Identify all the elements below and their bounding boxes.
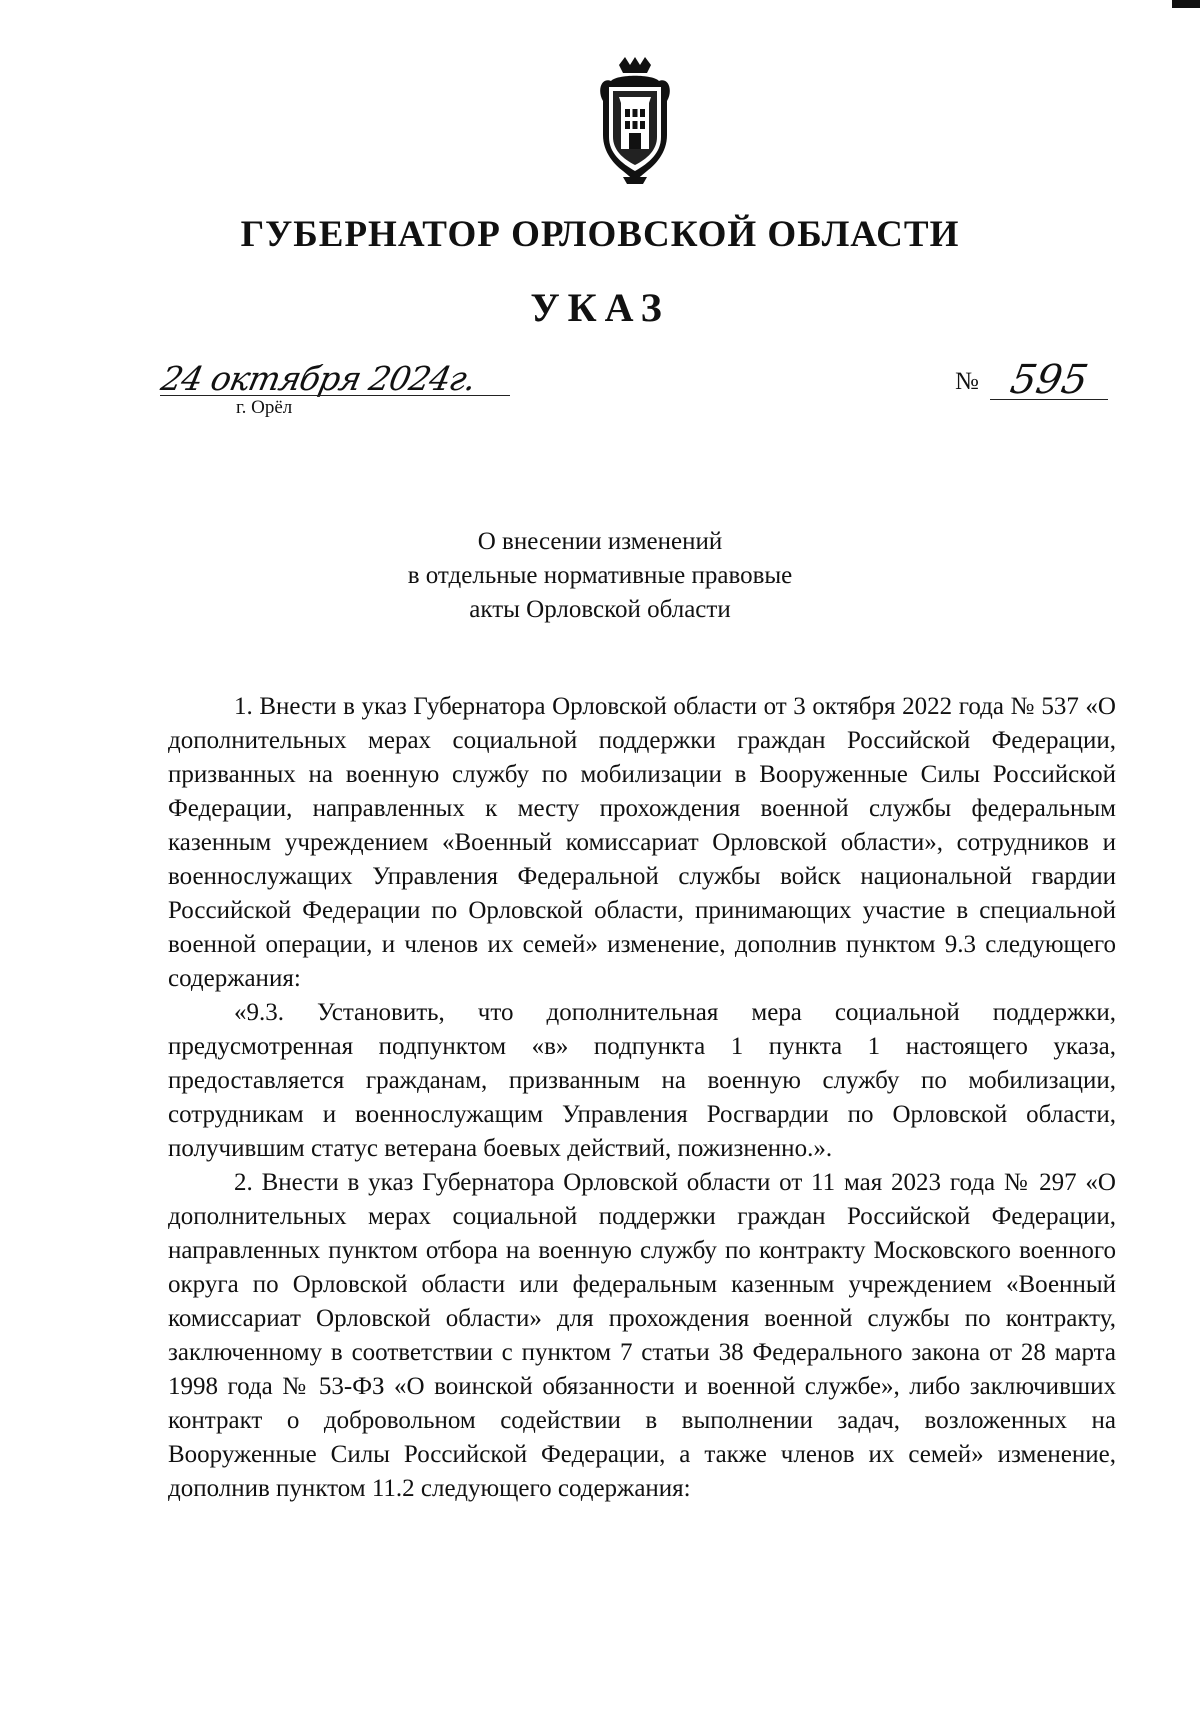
handwritten-date: 24 октября 2024г. — [157, 359, 480, 398]
city-label: г. Орёл — [236, 397, 293, 418]
issuer-title: ГУБЕРНАТОР ОРЛОВСКОЙ ОБЛАСТИ — [240, 214, 960, 255]
document-type-heading: УКАЗ — [530, 285, 670, 330]
coat-of-arms-emblem — [589, 57, 681, 185]
body-paragraph: 2. Внести в указ Губернатора Орловской области от 11 мая 2023 года № 297 «О дополнительных мерах социальной поддержки граждан Российской Федерации, направленных пунктом отбора на военную службу по контракту Московского военного округа по Орловской области или федеральным казенным учреждением «Военный комиссариат Орловской области» для прохождения военной службы по контракту, заключенному в соответствии с пунктом 7 статьи 38 Федерального закона от 28 марта 1998 года № 53-ФЗ «О воинской обязанности и военной службе», либо заключивших контракт о добровольном содействии в выполнении задач, возложенных на Вооруженные Силы Российской Федерации, а также членов их семей» изменение, дополнив пунктом 11.2 следующего содержания: — [168, 1169, 1116, 1502]
number-sign: № — [955, 368, 979, 395]
subject-line: О внесении изменений — [477, 528, 723, 555]
date-underline — [160, 395, 510, 396]
scan-edge-mark — [1172, 0, 1200, 8]
date-field — [157, 357, 510, 418]
number-field — [955, 357, 1110, 411]
document-subject — [0, 525, 1200, 627]
handwritten-number: 595 — [1006, 357, 1092, 403]
body-paragraph: 1. Внести в указ Губернатора Орловской области от 3 октября 2022 года № 537 «О дополнительных мерах социальной поддержки граждан Российской Федерации, призванных на военную службу по мобилизации в Вооруженные Силы Российской Федерации, направленных к месту прохождения военной службы федеральным казенным учреждением «Военный комиссариат Орловской области», сотрудников и военнослужащих Управления Федеральной службы войск национальной гвардии Российской Федерации по Орловской области, принимающих участие в специальной военной операции, и членов их семей» изменение, дополнив пунктом 9.3 следующего содержания: — [168, 693, 1116, 992]
number-underline — [990, 399, 1108, 400]
subject-line: в отдельные нормативные правовые — [407, 562, 793, 589]
subject-line: акты Орловской области — [469, 596, 731, 623]
body-paragraph: «9.3. Установить, что дополнительная мера социальной поддержки, предусмотренная подпунктом «в» подпункта 1 пункта 1 настоящего указа, предоставляется гражданам, призванным на военную службу по мобилизации, сотрудникам и военнослужащим Управления Росгвардии по Орловской области, получившим статус ветерана боевых действий, пожизненно.». — [168, 999, 1116, 1162]
document-body — [168, 690, 1116, 1506]
